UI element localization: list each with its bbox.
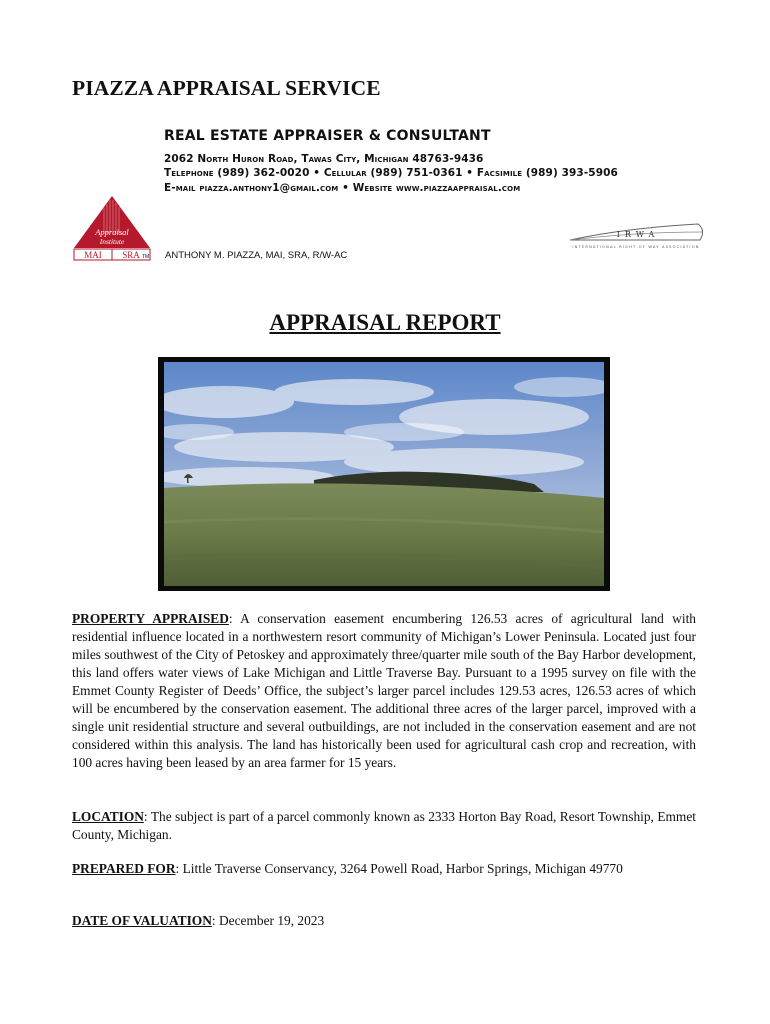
property-appraised-label: PROPERTY APPRAISED [72,611,229,626]
irwa-subtitle: INTERNATIONAL RIGHT OF WAY ASSOCIATION [572,245,700,249]
prepared-for-label: PREPARED FOR [72,861,176,876]
property-photo [164,362,604,586]
location-paragraph [72,808,696,844]
appraisal-institute-logo [72,194,152,262]
irwa-logo [566,220,706,252]
firm-name: PIAZZA APPRAISAL SERVICE [72,76,381,100]
phone-line: Telephone (989) 362-0020 • Cellular (989) 751-0361 • Facsimile (989) 393-5906 [164,167,618,179]
report-title: APPRAISAL REPORT [269,310,501,335]
email-line: E-mail piazza.anthony1@gmail.com • Website www.piazzaappraisal.com [164,182,521,194]
property-appraised-paragraph [72,610,696,772]
logo-line1: Appraisal [95,227,129,237]
irwa-name: IRWA [616,230,660,239]
location-text: : The subject is part of a parcel commonly known as 2333 Horton Bay Road, Resort Township, Emmet County, Michigan. [72,809,696,842]
prepared-for-text: : Little Traverse Conservancy, 3264 Powell Road, Harbor Springs, Michigan 49770 [175,861,623,876]
date-of-valuation-label: DATE OF VALUATION [72,913,212,928]
logo-sra: SRA [122,250,140,260]
firm-tagline: REAL ESTATE APPRAISER & CONSULTANT [164,128,491,144]
appraiser-name: ANTHONY M. PIAZZA, MAI, SRA, R/W-AC [165,250,348,261]
logo-line2: Institute [99,237,125,246]
location-label: LOCATION [72,809,144,824]
logo-mai: MAI [84,250,102,260]
prepared-for-paragraph [72,860,696,878]
property-appraised-text: : A conservation easement encumbering 126.53 acres of agricultural land with residential influence located in a northwestern resort community of Michigan’s Lower Peninsula. Located just four miles southwest of the City of Petoskey and approximately three/quarter mile south of the Bay Harbor development, this land offers water views of Lake Michigan and Little Traverse Bay. Pursuant to a 1995 survey on file with the Emmet County Register of Deeds’ Office, the subject’s larger parcel includes 129.53 acres, 126.53 acres of which will be encumbered by the conservation easement. The additional three acres of the larger parcel, improved with a single unit residential structure and several outbuildings, are not included in the conservation easement and are not considered within this analysis. The land has historically been used for agricultural cash crop and recreation, with 100 acres having been leased by an area farmer for 15 years. [72,611,696,770]
trademark-mark: TM [142,254,150,260]
date-of-valuation-paragraph [72,912,696,930]
date-of-valuation-text: : December 19, 2023 [211,913,325,928]
address-line: 2062 North Huron Road, Tawas City, Michigan 48763-9436 [164,153,484,165]
